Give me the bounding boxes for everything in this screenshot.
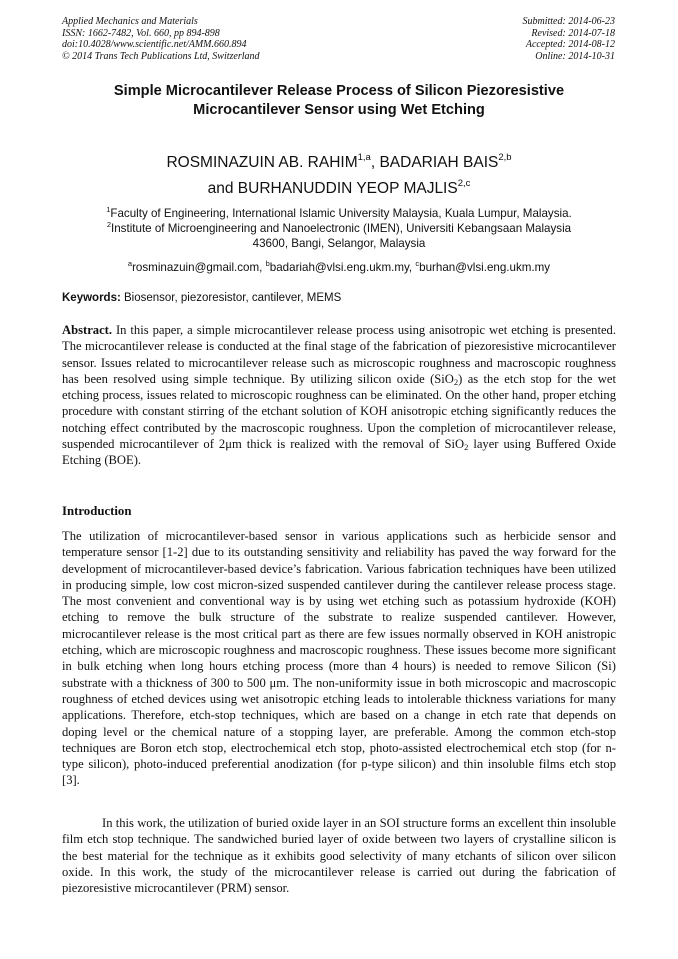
title-line-1: Simple Microcantilever Release Process of Silicon Piezoresistive: [113, 83, 565, 99]
revised-date: Revised: 2014-07-18: [531, 27, 615, 39]
affiliations: [60, 206, 618, 275]
affiliation-1: [60, 206, 618, 221]
email-c-marker: c: [415, 259, 420, 268]
journal-info: [62, 16, 260, 62]
accepted-date: Accepted: 2014-08-12: [525, 39, 615, 50]
email-b: badariah@vlsi.eng.ukm.my,: [269, 261, 416, 274]
copyright-line: © 2014 Trans Tech Publications Ltd, Switzerland: [62, 50, 260, 62]
author-emails: [60, 260, 618, 275]
abstract-text-3: layer using Buffered Oxide Etching (BOE).: [62, 437, 617, 468]
email-b-marker: b: [265, 259, 270, 268]
email-a: rosminazuin@gmail.com,: [132, 261, 266, 274]
journal-name: Applied Mechanics and Materials: [62, 16, 198, 27]
doi-line: doi:10.4028/www.scientific.net/AMM.660.894: [62, 39, 247, 50]
affiliation-1-marker: 1: [106, 205, 111, 214]
abstract-subscript-2: 2: [464, 442, 469, 453]
author-2: BADARIAH BAIS: [379, 154, 499, 171]
email-c: burhan@vlsi.eng.ukm.my: [419, 261, 551, 274]
abstract: [62, 322, 616, 469]
author-and: and: [207, 180, 238, 197]
author-separator: ,: [370, 154, 380, 171]
introduction-heading: Introduction: [62, 504, 132, 518]
introduction-paragraph-2: In this work, the utilization of buried oxide layer in an SOI structure forms an excellent thin insoluble film etch stop technique. The sandwiched buried layer of oxide between two layers of crystalline silicon is the best material for the technique as it exhibits good selectivity of many etchants of silicon over silicon oxide. In this work, the study of the microcantilever release is carried out during the fabrication of piezoresistive microcantilever (PRM) sensor.: [62, 816, 616, 896]
paper-title: [60, 82, 618, 120]
keywords-text: Biosensor, piezoresistor, cantilever, MEMS: [120, 292, 342, 304]
abstract-label: Abstract.: [62, 323, 113, 337]
title-line-2: Microcantilever Sensor using Wet Etching: [193, 102, 485, 118]
abstract-subscript-1: 2: [453, 376, 459, 387]
affiliation-2-marker: 2: [106, 220, 112, 229]
issn-line: ISSN: 1662-7482, Vol. 660, pp 894-898: [62, 27, 220, 39]
publication-dates: [523, 16, 616, 62]
author-3-marker: 2,c: [457, 178, 471, 189]
author-1: ROSMINAZUIN AB. RAHIM: [166, 154, 358, 171]
online-date: Online: 2014-10-31: [535, 50, 615, 62]
authors-line-2: [60, 176, 618, 202]
affiliation-1-text: Faculty of Engineering, International Islamic University Malaysia, Kuala Lumpur, Malaysia.: [110, 207, 572, 220]
keywords-label: Keywords:: [62, 292, 121, 304]
abstract-text-1: In this paper, a simple microcantilever release process using anisotropic wet etching is presented. The microcantilever release is conducted at the final stage of the fabrication of piezoresistive microcantilever sensor. Issues related to microcantilever release such as microscopic roughness and macroscopic roughness has been resolved using simple technique. By utilizing silicon oxide (SiO: [62, 323, 616, 386]
introduction-paragraph-1: The utilization of microcantilever-based sensor in various applications such as herbicide sensor and temperature sensor [1-2] due to its outstanding sensitivity and reliability has paved the way forward for the development of microcantilever-based device’s fabrication. Various fabrication techniques have been utilized in producing simple, low cost micron-sized suspended cantilever during the cantilever release process stage. The most convenient and conventional way is by using wet etching such as potassium hydroxide (KOH) etching to remove the bulk structure of the substrate to realize suspended cantilever. However, microcantilever release is the most critical part as there are few issues normally observed in KOH anistropic etching, which are microscopic roughness and macroscopic roughness. These issues become more significant in bulk etching when long hours etching process (more than 4 hours) is needed to remove Silicon (Si) substrate with a thickness of 300 to 500 μm. The non-uniformity issue in both microscopic and macroscopic roughness of etched devices using wet anisotropic etching leads to intolerable thickness variations for many applications. Therefore, etch-stop techniques, which are based on a change in etch rate that depends on doping level or the chemical nature of a stopping layer, are preferable. Among the common etch-stop techniques are Boron etch stop, electrochemical etch stop, photo-assisted electrochemical etch stop (for n-type silicon), photo-induced preferential anodization (for p-type silicon) and thin insoluble films etch stop [3].: [62, 529, 616, 788]
author-3: BURHANUDDIN YEOP MAJLIS: [237, 180, 458, 197]
affiliation-2: [60, 221, 618, 236]
email-a-marker: a: [127, 259, 133, 268]
keywords: [62, 292, 618, 304]
author-1-marker: 1,a: [357, 152, 371, 163]
author-2-marker: 2,b: [498, 152, 512, 163]
submitted-date: Submitted: 2014-06-23: [522, 16, 615, 27]
affiliation-2-text: Institute of Microengineering and Nanoelectronic (IMEN), Universiti Kebangsaan Malaysia: [111, 222, 572, 235]
affiliation-2-address: 43600, Bangi, Selangor, Malaysia: [252, 237, 426, 250]
authors-line-1: [60, 150, 618, 176]
abstract-text-2: ) as the etch stop for the wet etching process, issues related to microscopic roughness can be eliminated. On the other hand, proper etching procedure with constant stirring of the etchant solution of KOH anisotropic etching significantly reduces the notching effect contributed by the macroscopic roughness. Upon the completion of microcantilever release, suspended microcantilever of 2μm thick is realized with the removal of SiO: [62, 371, 616, 452]
author-list: [60, 150, 618, 202]
